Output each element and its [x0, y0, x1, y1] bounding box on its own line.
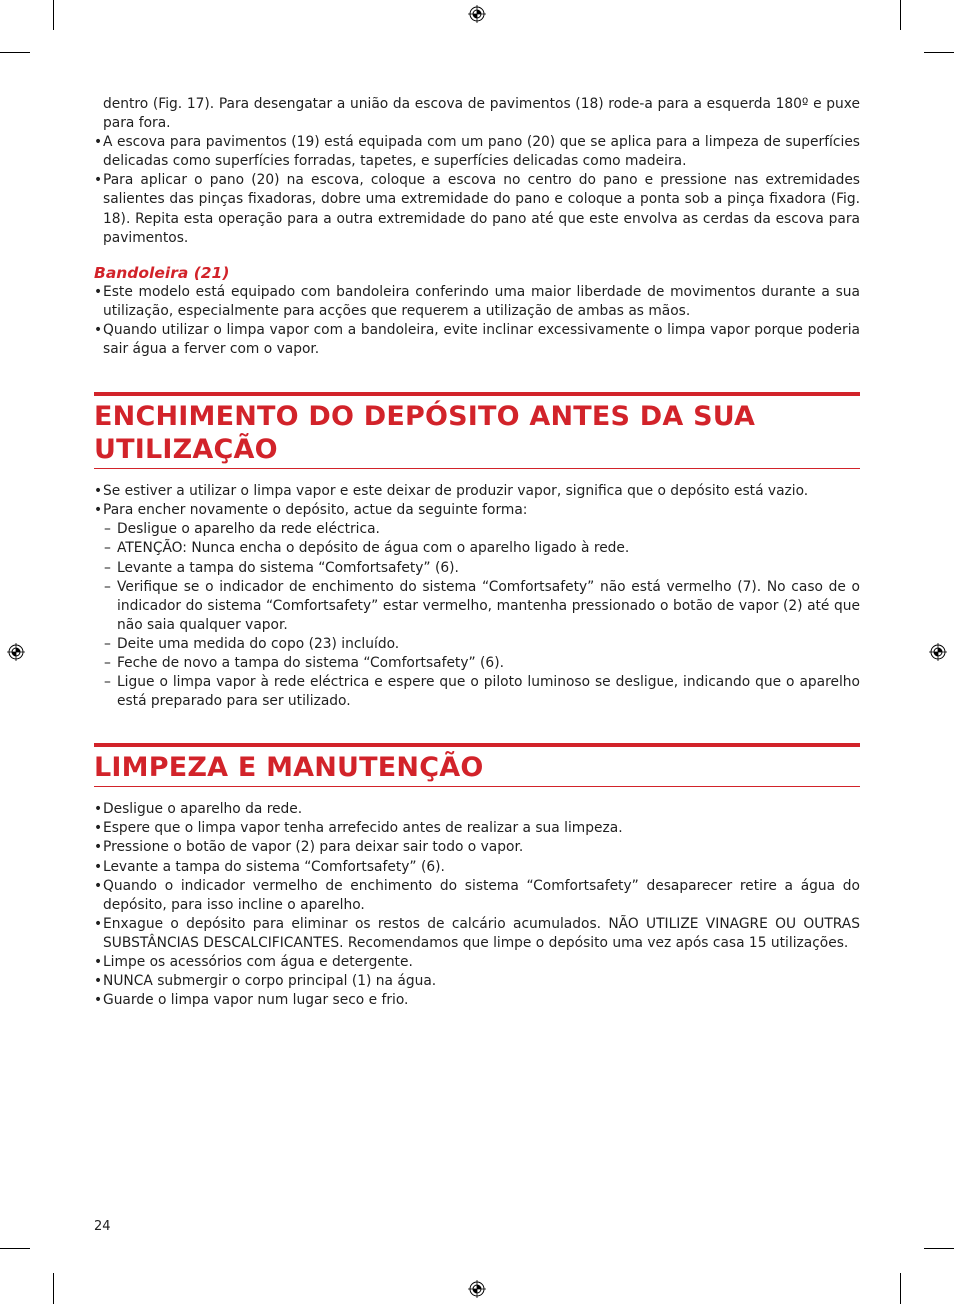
crop-mark: [53, 1273, 54, 1304]
step-item: – Verifique se o indicador de enchimento do sistema “Comfortsafety” não está vermelho (7). No caso de o indicador do sistema “Comfortsafety” estar vermelho, mantenha pressionado o botão de vapor (2) até que não saia qualquer vapor.: [94, 578, 860, 635]
list-item: • Para encher novamente o depósito, actue da seguinte forma:: [94, 501, 860, 520]
list-item: • Para aplicar o pano (20) na escova, coloque a escova no centro do pano e pressione nas extremidades salientes das pinças fixadoras, dobre uma extremidade do pano e coloque a ponta sob a pinça fixadora (Fig. 18). Repita esta operação para a outra extremidade do pano até que este envolva as cerdas da escova para pavimentos.: [94, 171, 860, 247]
list-item: • Este modelo está equipado com bandoleira conferindo uma maior liberdade de movimentos durante a sua utilização, especialmente para acções que requerem a utilização de ambas as mãos.: [94, 283, 860, 321]
limpeza-section-header: [94, 743, 860, 787]
crop-mark: [53, 0, 54, 30]
crop-mark: [0, 52, 30, 53]
page-number: 24: [94, 1219, 111, 1234]
list-item: • NUNCA submergir o corpo principal (1) na água.: [94, 972, 860, 991]
limpeza-title: LIMPEZA E MANUTENÇÃO: [94, 752, 484, 784]
step-item: – Feche de novo a tampa do sistema “Comfortsafety” (6).: [94, 654, 860, 673]
list-item: • Levante a tampa do sistema “Comfortsafety” (6).: [94, 858, 860, 877]
step-item: – Desligue o aparelho da rede eléctrica.: [94, 520, 860, 539]
crop-mark: [900, 0, 901, 30]
registration-mark-icon: [468, 5, 486, 23]
registration-mark-icon: [7, 643, 25, 661]
list-item: • Quando o indicador vermelho de enchimento do sistema “Comfortsafety” desaparecer retire a água do depósito, para isso incline o aparelho.: [94, 877, 860, 915]
registration-mark-icon: [468, 1280, 486, 1298]
step-item: – Deite uma medida do copo (23) incluído.: [94, 635, 860, 654]
step-item: – ATENÇÃO: Nunca encha o depósito de água com o aparelho ligado à rede.: [94, 539, 860, 558]
list-item: • Se estiver a utilizar o limpa vapor e este deixar de produzir vapor, significa que o depósito está vazio.: [94, 482, 860, 501]
list-item: • Enxague o depósito para eliminar os restos de calcário acumulados. NÃO UTILIZE VINAGRE OU OUTRAS SUBSTÂNCIAS DESCALCIFICANTES. Recomendamos que limpe o depósito uma vez após casa 15 utilizações.: [94, 915, 860, 953]
list-item: • Guarde o limpa vapor num lugar seco e frio.: [94, 991, 860, 1010]
registration-mark-icon: [929, 643, 947, 661]
intro-continuation: dentro (Fig. 17). Para desengatar a união da escova de pavimentos (18) rode-a para a esquerda 180º e puxe para fora.: [103, 96, 860, 132]
enchimento-title-line1: ENCHIMENTO DO DEPÓSITO ANTES DA SUA: [94, 401, 756, 433]
enchimento-section-header: [94, 392, 860, 469]
crop-mark: [0, 1248, 30, 1249]
list-item: • Limpe os acessórios com água e detergente.: [94, 953, 860, 972]
list-item: • Espere que o limpa vapor tenha arrefecido antes de realizar a sua limpeza.: [94, 819, 860, 838]
list-item: • Quando utilizar o limpa vapor com a bandoleira, evite inclinar excessivamente o limpa vapor porque poderia sair água a ferver com o vapor.: [94, 321, 860, 359]
crop-mark: [900, 1273, 901, 1304]
step-item: – Ligue o limpa vapor à rede eléctrica e espere que o piloto luminoso se desligue, indicando que o aparelho está preparado para ser utilizado.: [94, 673, 860, 711]
crop-mark: [924, 52, 954, 53]
page-content: [94, 95, 860, 1010]
list-item: • Desligue o aparelho da rede.: [94, 800, 860, 819]
step-item: – Levante a tampa do sistema “Comfortsafety” (6).: [94, 559, 860, 578]
bandoleira-heading: Bandoleira (21): [94, 263, 230, 282]
list-item: • Pressione o botão de vapor (2) para deixar sair todo o vapor.: [94, 838, 860, 857]
crop-mark: [924, 1248, 954, 1249]
enchimento-title-line2: UTILIZAÇÃO: [94, 434, 278, 466]
list-item: • A escova para pavimentos (19) está equipada com um pano (20) que se aplica para a limpeza de superfícies delicadas como superfícies forradas, tapetes, e superfícies delicadas como madeira.: [94, 133, 860, 171]
enchimento-title: [94, 400, 860, 466]
